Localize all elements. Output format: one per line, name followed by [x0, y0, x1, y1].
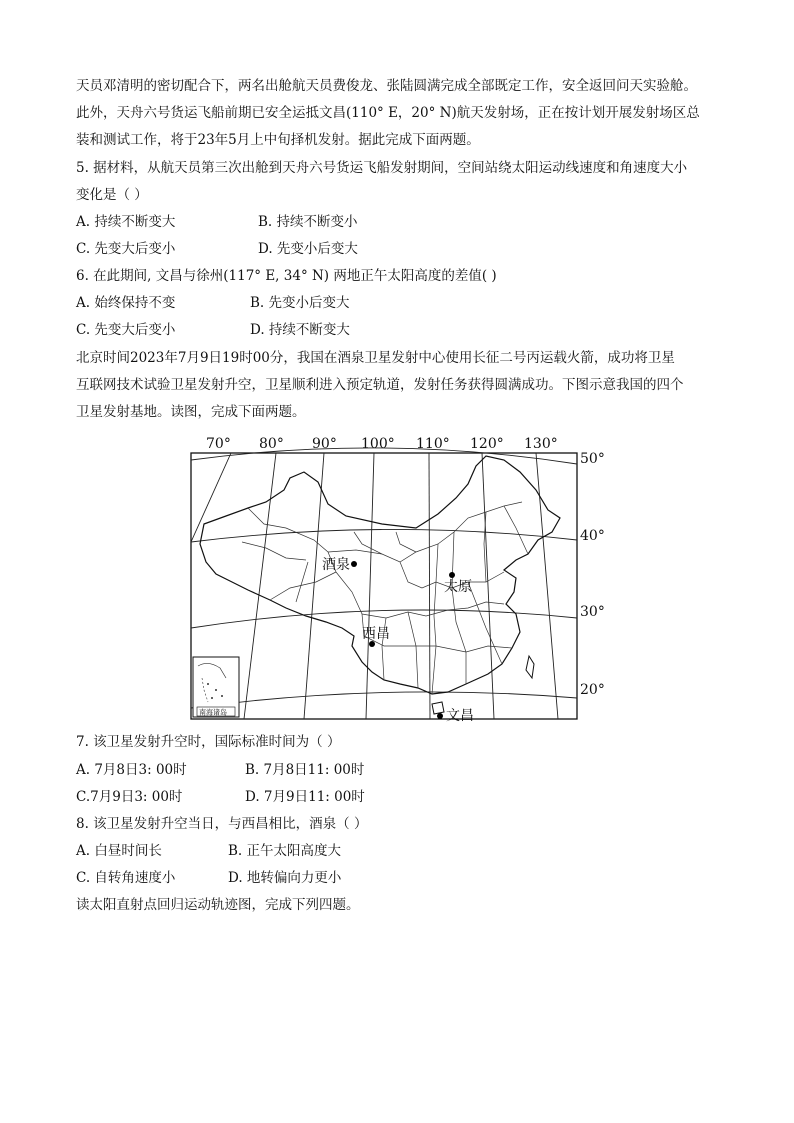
satellite-launch-bases-map	[186, 432, 606, 722]
lon-label-70: 70°	[206, 436, 231, 452]
q5-stem-line-2: 变化是（ ）	[76, 187, 148, 203]
q7-option-d: D. 7月9日11: 00时	[245, 789, 365, 805]
q8-option-c: C. 自转角速度小	[76, 870, 176, 886]
q6-option-b: B. 先变小后变大	[250, 295, 350, 311]
lon-label-130: 130°	[524, 436, 558, 452]
city-label-taiyuan: 太原	[444, 579, 472, 595]
lon-label-110: 110°	[416, 436, 450, 452]
lat-label-20: 20°	[580, 682, 605, 698]
q5-option-d: D. 先变小后变大	[258, 241, 358, 257]
lat-label-30: 30°	[580, 604, 605, 620]
passage2-line-2: 互联网技术试验卫星发射升空，卫星顺利进入预定轨道，发射任务获得圆满成功。下图示意我国的四个	[76, 377, 684, 393]
lon-label-90: 90°	[312, 436, 337, 452]
taiyuan-dot	[449, 572, 455, 578]
passage2-line-3: 卫星发射基地。读图，完成下面两题。	[76, 404, 306, 420]
q6-stem: 6. 在此期间, 文昌与徐州(117° E, 34° N) 两地正午太阳高度的差值( )	[76, 268, 497, 284]
map-svg	[186, 432, 606, 722]
passage1-line-2: 此外，天舟六号货运飞船前期已安全运抵文昌(110° E，20° N)航天发射场，正在按计划开展发射场区总	[76, 105, 700, 121]
q5-option-c: C. 先变大后变小	[76, 241, 176, 257]
q6-option-d: D. 持续不断变大	[250, 322, 350, 338]
passage2-line-1: 北京时间2023年7月9日19时00分，我国在酒泉卫星发射中心使用长征二号丙运载火箭，成功将卫星	[76, 350, 675, 366]
passage1-line-1: 天员邓清明的密切配合下，两名出舱航天员费俊龙、张陆圆满完成全部既定工作，安全返回问天实验舱。	[76, 78, 697, 94]
q7-option-c: C.7月9日3: 00时	[76, 789, 183, 805]
q7-option-b: B. 7月8日11: 00时	[245, 762, 365, 778]
city-label-xichang: 西昌	[362, 626, 390, 642]
lon-label-120: 120°	[470, 436, 504, 452]
city-label-jiuquan: 酒泉	[322, 557, 350, 573]
q5-option-b: B. 持续不断变小	[258, 214, 358, 230]
q6-option-c: C. 先变大后变小	[76, 322, 176, 338]
q5-stem-line-1: 5. 据材料，从航天员第三次出舱到天舟六号货运飞船发射期间，空间站绕太阳运动线速度和角速度大小	[76, 160, 688, 176]
q8-option-b: B. 正午太阳高度大	[228, 843, 342, 859]
city-label-wenchang: 文昌	[446, 708, 474, 722]
lat-label-50: 50°	[580, 451, 605, 467]
wenchang-dot	[437, 713, 443, 719]
q6-option-a: A. 始终保持不变	[76, 295, 176, 311]
q8-stem: 8. 该卫星发射升空当日，与西昌相比，酒泉（ ）	[76, 816, 368, 832]
lat-label-40: 40°	[580, 528, 605, 544]
q7-option-a: A. 7月8日3: 00时	[76, 762, 187, 778]
q8-option-d: D. 地转偏向力更小	[228, 870, 342, 886]
inset-label: 南海诸岛	[199, 708, 227, 717]
lon-label-100: 100°	[361, 436, 395, 452]
jiuquan-dot	[351, 561, 357, 567]
q7-stem: 7. 该卫星发射升空时，国际标准时间为（ ）	[76, 734, 341, 750]
q8-option-a: A. 白昼时间长	[76, 843, 162, 859]
passage1-line-3: 装和测试工作，将于23年5月上中旬择机发射。据此完成下面两题。	[76, 132, 480, 148]
q5-option-a: A. 持续不断变大	[76, 214, 176, 230]
next-section-intro: 读太阳直射点回归运动轨迹图，完成下列四题。	[76, 897, 360, 913]
lon-label-80: 80°	[259, 436, 284, 452]
